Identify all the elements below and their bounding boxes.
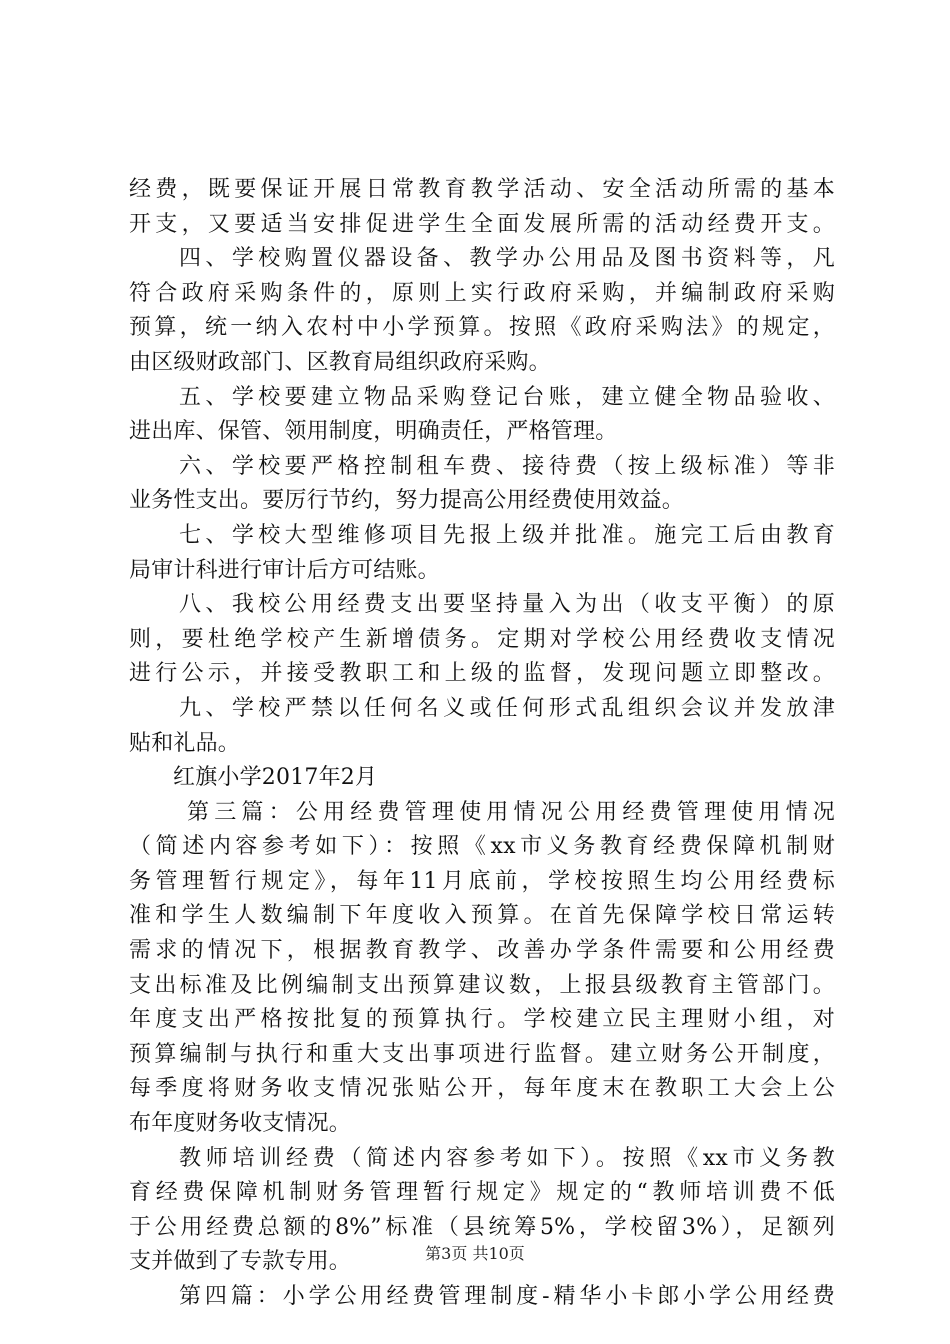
text-line: 教师培训经费（简述内容参考如下）。按照《xx市义务教 [179, 1145, 835, 1171]
text-line: 预算，统一纳入农村中小学预算。按照《政府采购法》的规定， [129, 315, 835, 341]
text-line: 进行公示，并接受教职工和上级的监督，发现问题立即整改。 [129, 661, 835, 687]
text-line: 贴和礼品。 [129, 730, 241, 756]
text-line: 准和学生人数编制下年度收入预算。在首先保障学校日常运转 [129, 903, 835, 929]
text-line: 支并做到了专款专用。 [129, 1249, 352, 1275]
text-line: 九、学校严禁以任何名义或任何形式乱组织会议并发放津 [179, 695, 835, 721]
document-body [129, 173, 835, 1315]
signature-line: 红旗小学2017年2月 [173, 765, 378, 791]
text-line: 七、学校大型维修项目先报上级并批准。施完工后由教育 [179, 522, 835, 548]
page-number-footer: 第3页 共10页 [425, 1244, 525, 1263]
text-line: 局审计科进行审计后方可结账。 [129, 557, 440, 583]
text-line: 需求的情况下，根据教育教学、改善办学条件需要和公用经费 [129, 938, 835, 964]
text-line: 于公用经费总额的8%”标准（县统筹5%，学校留3%），足额列 [129, 1214, 835, 1240]
text-line: （简述内容参考如下）：按照《xx市义务教育经费保障机制财 [129, 834, 835, 860]
text-line: 支出标准及比例编制支出预算建议数，上报县级教育主管部门。 [129, 972, 835, 998]
text-line: 业务性支出。要厉行节约，努力提高公用经费使用效益。 [129, 488, 685, 514]
section-heading: 第四篇：小学公用经费管理制度-精华小卡郎小学公用经费 [179, 1284, 835, 1309]
text-line: 务管理暂行规定》，每年11月底前，学校按照生均公用经费标 [129, 868, 835, 894]
text-line: 开支，又要适当安排促进学生全面发展所需的活动经费开支。 [129, 211, 835, 237]
text-line: 则，要杜绝学校产生新增债务。定期对学校公用经费收支情况 [129, 626, 835, 652]
text-line: 由区级财政部门、区教育局组织政府采购。 [129, 349, 551, 375]
text-line: 预算编制与执行和重大支出事项进行监督。建立财务公开制度， [129, 1041, 835, 1067]
text-line: 四、学校购置仪器设备、教学办公用品及图书资料等，凡 [179, 246, 835, 272]
section-heading: 第三篇：公用经费管理使用情况公用经费管理使用情况 [187, 799, 835, 825]
text-line: 八、我校公用经费支出要坚持量入为出（收支平衡）的原 [179, 592, 835, 618]
text-line: 符合政府采购条件的，原则上实行政府采购，并编制政府采购 [129, 280, 835, 306]
text-line: 五、学校要建立物品采购登记台账，建立健全物品验收、 [179, 384, 835, 410]
text-line: 进出库、保管、领用制度，明确责任，严格管理。 [129, 419, 618, 445]
text-line: 经费，既要保证开展日常教育教学活动、安全活动所需的基本 [129, 177, 835, 202]
text-line: 六、学校要严格控制租车费、接待费（按上级标准）等非 [179, 453, 835, 479]
text-line: 布年度财务收支情况。 [129, 1111, 352, 1137]
text-line: 每季度将财务收支情况张贴公开，每年度末在教职工大会上公 [129, 1076, 835, 1102]
text-line: 年度支出严格按批复的预算执行。学校建立民主理财小组，对 [129, 1007, 835, 1033]
text-line: 育经费保障机制财务管理暂行规定》规定的“教师培训费不低 [129, 1180, 835, 1206]
